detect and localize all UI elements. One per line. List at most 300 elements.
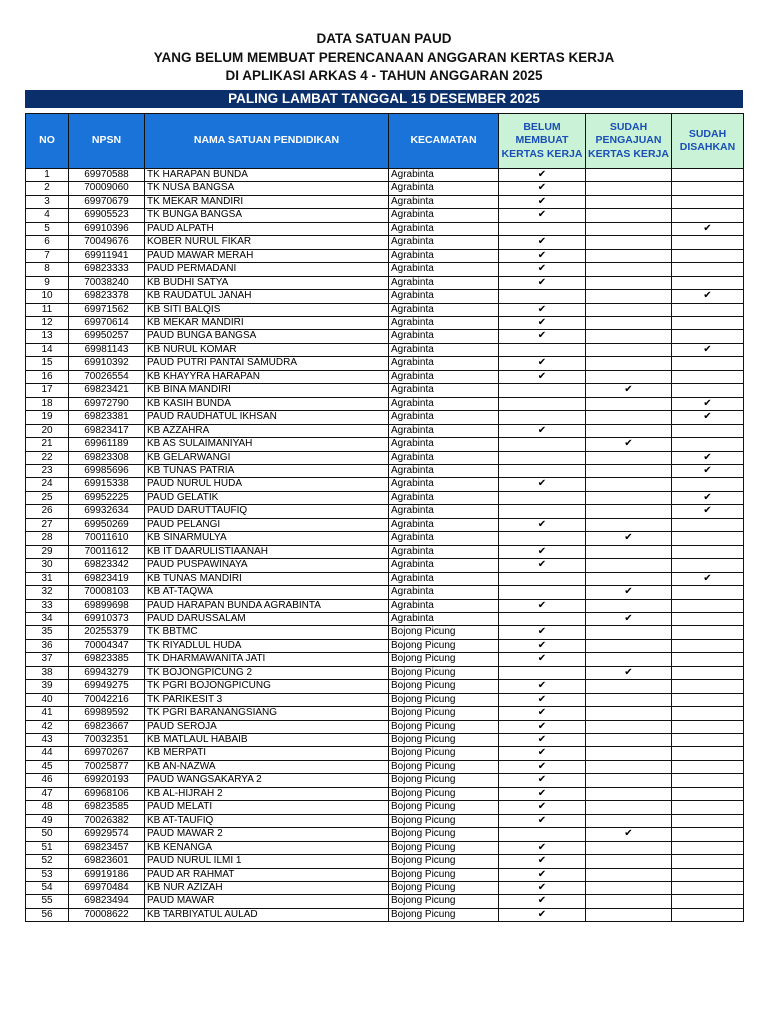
check-icon: ✔ — [624, 532, 633, 544]
cell-pengajuan — [586, 464, 672, 477]
cell-disahkan — [672, 397, 744, 410]
cell-no: 46 — [26, 774, 69, 787]
table-row — [26, 316, 744, 329]
cell-disahkan — [672, 316, 744, 329]
cell-pengajuan — [586, 316, 672, 329]
cell-nama: KB AL-HIJRAH 2 — [145, 787, 389, 800]
check-icon: ✔ — [537, 626, 547, 638]
table-row — [26, 236, 744, 249]
cell-nama: TK DHARMAWANITA JATI — [145, 653, 389, 666]
cell-pengajuan — [586, 787, 672, 800]
cell-belum — [499, 747, 586, 760]
table-row — [26, 438, 744, 451]
cell-kecamatan: Agrabinta — [389, 263, 499, 276]
table-row — [26, 209, 744, 222]
table-row — [26, 666, 744, 679]
cell-no: 10 — [26, 290, 69, 303]
check-icon: ✔ — [537, 707, 547, 719]
cell-disahkan — [672, 626, 744, 639]
cell-pengajuan — [586, 559, 672, 572]
cell-disahkan — [672, 895, 744, 908]
deadline-banner: PALING LAMBAT TANGGAL 15 DESEMBER 2025 — [25, 90, 743, 108]
cell-kecamatan: Agrabinta — [389, 330, 499, 343]
cell-disahkan — [672, 760, 744, 773]
check-icon: ✔ — [624, 384, 633, 396]
check-icon: ✔ — [537, 599, 547, 611]
cell-nama: KB RAUDATUL JANAH — [145, 290, 389, 303]
check-icon: ✔ — [624, 586, 633, 598]
cell-belum — [499, 464, 586, 477]
cell-npsn: 69971562 — [69, 303, 145, 316]
cell-disahkan — [672, 599, 744, 612]
cell-npsn: 70032351 — [69, 734, 145, 747]
cell-nama: PAUD MAWAR — [145, 895, 389, 908]
cell-nama: TK PGRI BOJONGPICUNG — [145, 680, 389, 693]
cell-no: 47 — [26, 787, 69, 800]
cell-kecamatan: Bojong Picung — [389, 666, 499, 679]
cell-kecamatan: Agrabinta — [389, 182, 499, 195]
cell-kecamatan: Agrabinta — [389, 464, 499, 477]
cell-no: 14 — [26, 343, 69, 356]
cell-npsn: 70011612 — [69, 545, 145, 558]
check-icon: ✔ — [537, 908, 547, 920]
cell-disahkan — [672, 559, 744, 572]
cell-no: 18 — [26, 397, 69, 410]
cell-npsn: 69968106 — [69, 787, 145, 800]
cell-nama: KB TUNAS PATRIA — [145, 464, 389, 477]
cell-npsn: 69910396 — [69, 222, 145, 235]
table-row — [26, 505, 744, 518]
cell-pengajuan — [586, 612, 672, 625]
cell-no: 25 — [26, 491, 69, 504]
cell-belum — [499, 370, 586, 383]
cell-kecamatan: Agrabinta — [389, 303, 499, 316]
title-line-2: YANG BELUM MEMBUAT PERENCANAAN ANGGARAN KERTAS KERJA — [153, 49, 615, 65]
cell-kecamatan: Agrabinta — [389, 195, 499, 208]
cell-no: 2 — [26, 182, 69, 195]
cell-npsn: 69823417 — [69, 424, 145, 437]
cell-nama: KB IT DAARULISTIAANAH — [145, 545, 389, 558]
cell-npsn: 69943279 — [69, 666, 145, 679]
check-icon: ✔ — [537, 303, 547, 315]
table-row — [26, 195, 744, 208]
cell-belum — [499, 276, 586, 289]
cell-no: 12 — [26, 316, 69, 329]
cell-no: 20 — [26, 424, 69, 437]
cell-kecamatan: Bojong Picung — [389, 895, 499, 908]
cell-pengajuan — [586, 828, 672, 841]
cell-disahkan — [672, 693, 744, 706]
cell-nama: PAUD ALPATH — [145, 222, 389, 235]
cell-disahkan — [672, 814, 744, 827]
cell-npsn: 70011610 — [69, 532, 145, 545]
table-row — [26, 424, 744, 437]
cell-no: 43 — [26, 734, 69, 747]
cell-npsn: 70025877 — [69, 760, 145, 773]
cell-pengajuan — [586, 236, 672, 249]
cell-nama: KB NUR AZIZAH — [145, 882, 389, 895]
table-row — [26, 868, 744, 881]
check-icon: ✔ — [537, 639, 547, 651]
cell-disahkan — [672, 478, 744, 491]
header-kecamatan: KECAMATAN — [389, 114, 499, 169]
check-icon: ✔ — [537, 787, 547, 799]
cell-nama: PAUD MELATI — [145, 801, 389, 814]
cell-kecamatan: Bojong Picung — [389, 868, 499, 881]
cell-nama: KB SINARMULYA — [145, 532, 389, 545]
cell-belum — [499, 559, 586, 572]
cell-pengajuan — [586, 599, 672, 612]
cell-kecamatan: Bojong Picung — [389, 760, 499, 773]
cell-npsn: 70049676 — [69, 236, 145, 249]
table-row — [26, 814, 744, 827]
cell-pengajuan — [586, 505, 672, 518]
table-row — [26, 491, 744, 504]
cell-belum — [499, 895, 586, 908]
check-icon: ✔ — [624, 612, 633, 624]
cell-no: 37 — [26, 653, 69, 666]
cell-belum — [499, 411, 586, 424]
check-icon: ✔ — [703, 411, 712, 423]
cell-no: 48 — [26, 801, 69, 814]
cell-kecamatan: Bojong Picung — [389, 693, 499, 706]
cell-nama: KOBER NURUL FIKAR — [145, 236, 389, 249]
cell-belum — [499, 290, 586, 303]
cell-pengajuan — [586, 384, 672, 397]
cell-nama: PAUD SEROJA — [145, 720, 389, 733]
check-icon: ✔ — [703, 343, 712, 355]
check-icon: ✔ — [537, 249, 547, 261]
table-row — [26, 572, 744, 585]
cell-npsn: 69950269 — [69, 518, 145, 531]
cell-nama: KB KHAYYRA HARAPAN — [145, 370, 389, 383]
cell-disahkan — [672, 222, 744, 235]
cell-kecamatan: Bojong Picung — [389, 653, 499, 666]
cell-no: 1 — [26, 169, 69, 182]
cell-pengajuan — [586, 222, 672, 235]
cell-disahkan — [672, 424, 744, 437]
check-icon: ✔ — [537, 720, 547, 732]
table-row — [26, 707, 744, 720]
cell-disahkan — [672, 868, 744, 881]
cell-kecamatan: Bojong Picung — [389, 639, 499, 652]
cell-kecamatan: Agrabinta — [389, 451, 499, 464]
cell-kecamatan: Agrabinta — [389, 169, 499, 182]
cell-npsn: 69823601 — [69, 855, 145, 868]
cell-kecamatan: Agrabinta — [389, 357, 499, 370]
table-row — [26, 828, 744, 841]
table-row — [26, 801, 744, 814]
cell-pengajuan — [586, 532, 672, 545]
cell-no: 19 — [26, 411, 69, 424]
cell-kecamatan: Agrabinta — [389, 249, 499, 262]
cell-belum — [499, 626, 586, 639]
cell-kecamatan: Bojong Picung — [389, 787, 499, 800]
check-icon: ✔ — [537, 236, 547, 248]
cell-no: 54 — [26, 882, 69, 895]
cell-no: 5 — [26, 222, 69, 235]
cell-pengajuan — [586, 263, 672, 276]
cell-pengajuan — [586, 343, 672, 356]
table-row — [26, 693, 744, 706]
cell-belum — [499, 572, 586, 585]
cell-belum — [499, 532, 586, 545]
cell-no: 50 — [26, 828, 69, 841]
cell-npsn: 69985696 — [69, 464, 145, 477]
cell-nama: KB BUDHI SATYA — [145, 276, 389, 289]
cell-kecamatan: Bojong Picung — [389, 774, 499, 787]
cell-kecamatan: Agrabinta — [389, 222, 499, 235]
cell-npsn: 69932634 — [69, 505, 145, 518]
cell-pengajuan — [586, 478, 672, 491]
cell-pengajuan — [586, 747, 672, 760]
cell-belum — [499, 787, 586, 800]
cell-disahkan — [672, 734, 744, 747]
check-icon: ✔ — [703, 451, 712, 463]
cell-pengajuan — [586, 451, 672, 464]
check-icon: ✔ — [537, 841, 547, 853]
cell-belum — [499, 720, 586, 733]
cell-kecamatan: Agrabinta — [389, 612, 499, 625]
cell-npsn: 70008103 — [69, 586, 145, 599]
table-row — [26, 249, 744, 262]
cell-pengajuan — [586, 626, 672, 639]
cell-disahkan — [672, 263, 744, 276]
cell-npsn: 69970614 — [69, 316, 145, 329]
cell-no: 34 — [26, 612, 69, 625]
cell-kecamatan: Bojong Picung — [389, 814, 499, 827]
cell-disahkan — [672, 438, 744, 451]
cell-no: 53 — [26, 868, 69, 881]
header-belum: BELUM MEMBUAT KERTAS KERJA — [499, 114, 586, 169]
table-row — [26, 384, 744, 397]
cell-belum — [499, 316, 586, 329]
check-icon: ✔ — [537, 895, 547, 907]
table-row — [26, 895, 744, 908]
cell-nama: TK PARIKESIT 3 — [145, 693, 389, 706]
table-row — [26, 518, 744, 531]
cell-nama: KB KENANGA — [145, 841, 389, 854]
cell-belum — [499, 882, 586, 895]
cell-nama: PAUD NURUL ILMI 1 — [145, 855, 389, 868]
cell-disahkan — [672, 384, 744, 397]
cell-belum — [499, 195, 586, 208]
cell-no: 8 — [26, 263, 69, 276]
cell-npsn: 69823385 — [69, 653, 145, 666]
cell-disahkan — [672, 666, 744, 679]
cell-npsn: 69823378 — [69, 290, 145, 303]
cell-disahkan — [672, 182, 744, 195]
header-npsn: NPSN — [69, 114, 145, 169]
cell-no: 40 — [26, 693, 69, 706]
cell-disahkan — [672, 787, 744, 800]
cell-kecamatan: Agrabinta — [389, 424, 499, 437]
cell-pengajuan — [586, 908, 672, 921]
cell-pengajuan — [586, 182, 672, 195]
cell-pengajuan — [586, 895, 672, 908]
cell-kecamatan: Agrabinta — [389, 572, 499, 585]
table-row — [26, 532, 744, 545]
cell-no: 52 — [26, 855, 69, 868]
table-row — [26, 626, 744, 639]
cell-belum — [499, 586, 586, 599]
cell-belum — [499, 236, 586, 249]
cell-nama: TK HARAPAN BUNDA — [145, 169, 389, 182]
cell-no: 23 — [26, 464, 69, 477]
table-row — [26, 747, 744, 760]
table-row — [26, 263, 744, 276]
cell-kecamatan: Bojong Picung — [389, 747, 499, 760]
cell-npsn: 70026382 — [69, 814, 145, 827]
cell-belum — [499, 612, 586, 625]
cell-nama: PAUD DARUTTAUFIQ — [145, 505, 389, 518]
cell-npsn: 69823342 — [69, 559, 145, 572]
cell-npsn: 69910392 — [69, 357, 145, 370]
check-icon: ✔ — [537, 478, 547, 490]
cell-kecamatan: Bojong Picung — [389, 720, 499, 733]
table-row — [26, 290, 744, 303]
check-icon: ✔ — [537, 680, 547, 692]
cell-no: 55 — [26, 895, 69, 908]
cell-no: 44 — [26, 747, 69, 760]
cell-pengajuan — [586, 276, 672, 289]
cell-belum — [499, 397, 586, 410]
check-icon: ✔ — [537, 316, 547, 328]
cell-belum — [499, 384, 586, 397]
cell-disahkan — [672, 505, 744, 518]
cell-pengajuan — [586, 545, 672, 558]
table-row — [26, 182, 744, 195]
cell-npsn: 69950257 — [69, 330, 145, 343]
cell-nama: PAUD PUSPAWINAYA — [145, 559, 389, 572]
cell-no: 17 — [26, 384, 69, 397]
cell-disahkan — [672, 195, 744, 208]
cell-nama: TK MEKAR MANDIRI — [145, 195, 389, 208]
cell-no: 28 — [26, 532, 69, 545]
cell-belum — [499, 868, 586, 881]
cell-nama: PAUD DARUSSALAM — [145, 612, 389, 625]
cell-npsn: 69972790 — [69, 397, 145, 410]
cell-npsn: 70004347 — [69, 639, 145, 652]
cell-belum — [499, 491, 586, 504]
cell-npsn: 69920193 — [69, 774, 145, 787]
cell-npsn: 69949275 — [69, 680, 145, 693]
paud-table — [25, 113, 744, 922]
cell-npsn: 69823667 — [69, 720, 145, 733]
cell-disahkan — [672, 532, 744, 545]
cell-npsn: 70008622 — [69, 908, 145, 921]
table-row — [26, 908, 744, 921]
cell-npsn: 69910373 — [69, 612, 145, 625]
cell-pengajuan — [586, 586, 672, 599]
table-row — [26, 464, 744, 477]
cell-pengajuan — [586, 438, 672, 451]
cell-no: 27 — [26, 518, 69, 531]
check-icon: ✔ — [624, 438, 633, 450]
check-icon: ✔ — [703, 491, 712, 503]
cell-pengajuan — [586, 330, 672, 343]
cell-kecamatan: Agrabinta — [389, 316, 499, 329]
cell-nama: PAUD BUNGA BANGSA — [145, 330, 389, 343]
table-row — [26, 478, 744, 491]
cell-pengajuan — [586, 357, 672, 370]
table-row — [26, 787, 744, 800]
cell-belum — [499, 639, 586, 652]
check-icon: ✔ — [537, 330, 547, 342]
cell-disahkan — [672, 303, 744, 316]
cell-disahkan — [672, 209, 744, 222]
cell-no: 35 — [26, 626, 69, 639]
cell-no: 29 — [26, 545, 69, 558]
cell-no: 4 — [26, 209, 69, 222]
cell-kecamatan: Bojong Picung — [389, 882, 499, 895]
cell-kecamatan: Bojong Picung — [389, 680, 499, 693]
cell-belum — [499, 774, 586, 787]
cell-disahkan — [672, 855, 744, 868]
check-icon: ✔ — [537, 169, 547, 180]
check-icon: ✔ — [624, 666, 633, 678]
cell-nama: PAUD NURUL HUDA — [145, 478, 389, 491]
cell-npsn: 69919186 — [69, 868, 145, 881]
cell-npsn: 69911941 — [69, 249, 145, 262]
cell-no: 56 — [26, 908, 69, 921]
cell-no: 11 — [26, 303, 69, 316]
cell-no: 16 — [26, 370, 69, 383]
cell-nama: KB AZZAHRA — [145, 424, 389, 437]
title-line-1: DATA SATUAN PAUD — [316, 31, 452, 46]
cell-nama: KB KASIH BUNDA — [145, 397, 389, 410]
cell-kecamatan: Bojong Picung — [389, 707, 499, 720]
cell-disahkan — [672, 747, 744, 760]
check-icon: ✔ — [537, 276, 547, 288]
cell-kecamatan: Bojong Picung — [389, 734, 499, 747]
cell-no: 9 — [26, 276, 69, 289]
cell-nama: PAUD GELATIK — [145, 491, 389, 504]
cell-disahkan — [672, 801, 744, 814]
table-row — [26, 653, 744, 666]
check-icon: ✔ — [537, 195, 547, 207]
cell-kecamatan: Agrabinta — [389, 586, 499, 599]
cell-nama: PAUD MAWAR 2 — [145, 828, 389, 841]
cell-npsn: 69823308 — [69, 451, 145, 464]
cell-belum — [499, 209, 586, 222]
cell-no: 41 — [26, 707, 69, 720]
cell-disahkan — [672, 572, 744, 585]
cell-nama: PAUD RAUDHATUL IKHSAN — [145, 411, 389, 424]
cell-npsn: 69970679 — [69, 195, 145, 208]
cell-belum — [499, 249, 586, 262]
cell-nama: TK PGRI BARANANGSIANG — [145, 707, 389, 720]
check-icon: ✔ — [537, 882, 547, 894]
cell-pengajuan — [586, 370, 672, 383]
cell-disahkan — [672, 357, 744, 370]
cell-npsn: 69961189 — [69, 438, 145, 451]
cell-disahkan — [672, 518, 744, 531]
table-row — [26, 370, 744, 383]
cell-disahkan — [672, 343, 744, 356]
cell-no: 24 — [26, 478, 69, 491]
cell-disahkan — [672, 841, 744, 854]
cell-belum — [499, 841, 586, 854]
cell-nama: TK BUNGA BANGSA — [145, 209, 389, 222]
cell-nama: PAUD PELANGI — [145, 518, 389, 531]
cell-disahkan — [672, 882, 744, 895]
title-line-3: DI APLIKASI ARKAS 4 - TAHUN ANGGARAN 2025 — [225, 68, 543, 83]
cell-kecamatan: Agrabinta — [389, 384, 499, 397]
cell-disahkan — [672, 464, 744, 477]
header-disahkan: SUDAH DISAHKAN — [672, 114, 744, 169]
cell-belum — [499, 222, 586, 235]
